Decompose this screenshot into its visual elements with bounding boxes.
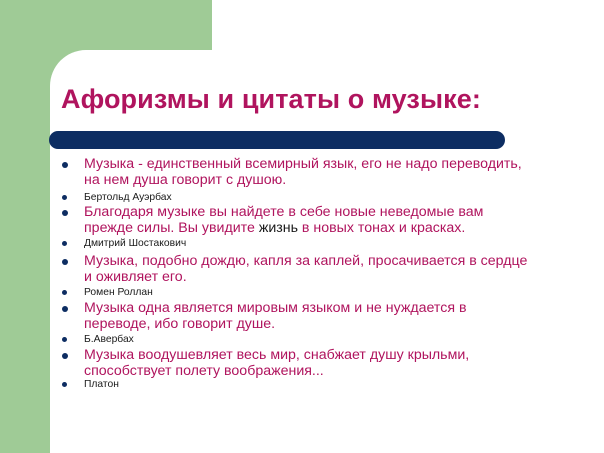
bullet-dot-icon xyxy=(62,210,68,216)
author-name: Б.Авербах xyxy=(84,334,134,345)
bullet-dot-icon xyxy=(62,290,67,295)
quote-line: на нем душа говорит с душою. xyxy=(84,171,287,188)
author-name: Ромен Роллан xyxy=(84,287,153,298)
bullet-dot-icon xyxy=(62,162,68,168)
quote-segment: прежде силы. Вы увидите xyxy=(84,219,259,236)
quote-line: переводе, ибо говорит душе. xyxy=(84,315,276,332)
quote-highlight-word: жизнь xyxy=(258,219,298,236)
quote-line: Музыка воодушевляет весь мир, снабжает душу крыльми, xyxy=(84,347,470,363)
title-underline-bar xyxy=(49,131,505,149)
quote-segment: в новых тонах и красках. xyxy=(297,219,466,236)
author-name: Дмитрий Шостакович xyxy=(84,238,187,249)
bullet-dot-icon xyxy=(62,306,68,312)
quote-line: и оживляет его. xyxy=(84,268,187,285)
quote-line: Музыка, подобно дождю, капля за каплей, просачивается в сердце xyxy=(84,253,528,269)
slide-title: Афоризмы и цитаты о музыке: xyxy=(61,84,481,114)
bullet-dot-icon xyxy=(62,353,68,359)
bullet-dot-icon xyxy=(62,337,67,342)
quote-line: способствует полету воображения... xyxy=(84,362,324,379)
author-name: Платон xyxy=(84,379,119,390)
quote-line xyxy=(84,221,465,237)
bullet-dot-icon xyxy=(62,382,67,387)
quote-line: Музыка одна является мировым языком и не нуждается в xyxy=(84,300,467,316)
bullet-dot-icon xyxy=(62,259,68,265)
quote-line: Музыка - единственный всемирный язык, его не надо переводить, xyxy=(84,156,522,172)
quote-line: Благодаря музыке вы найдете в себе новые неведомые вам xyxy=(84,204,484,220)
bullet-dot-icon xyxy=(62,241,67,246)
bullet-dot-icon xyxy=(62,195,67,200)
author-name: Бертольд Ауэрбах xyxy=(84,192,172,203)
